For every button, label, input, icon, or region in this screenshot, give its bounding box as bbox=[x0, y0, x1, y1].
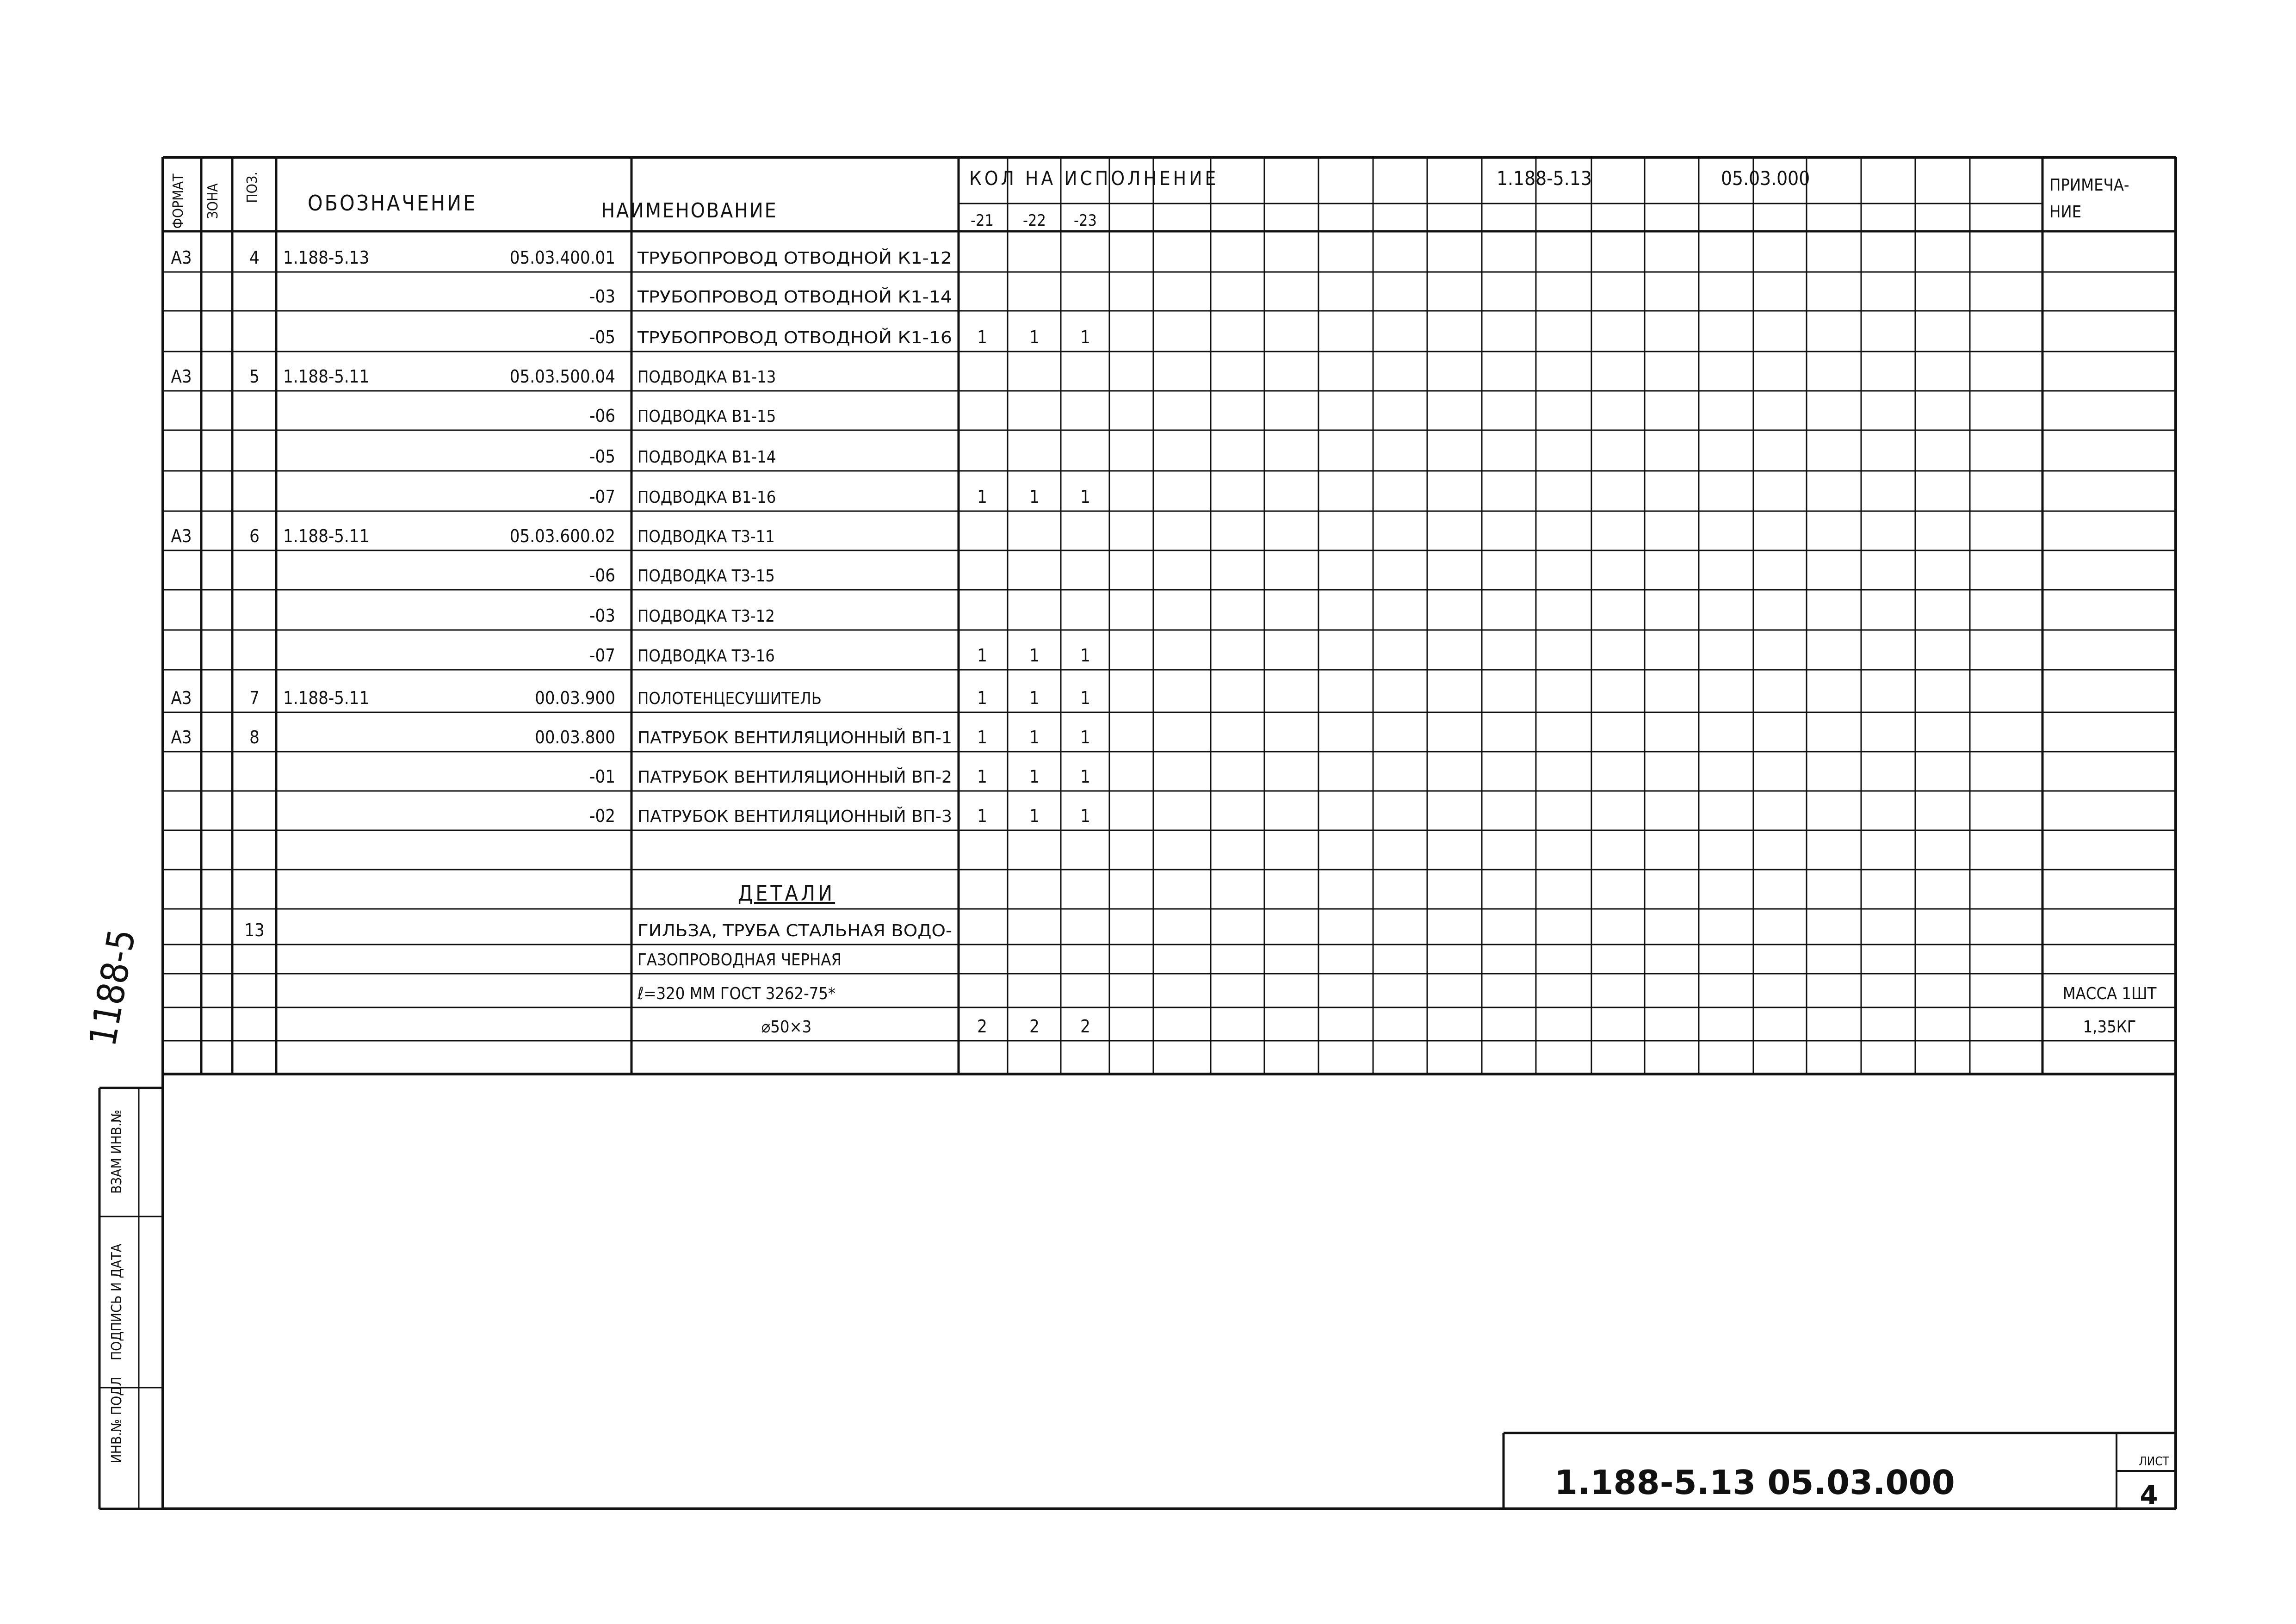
sheet-number: 4 bbox=[2140, 1481, 2158, 1511]
row-pos: 5 bbox=[249, 366, 260, 387]
row-qty-22: 1 bbox=[1029, 806, 1040, 826]
header-note-2: НИЕ bbox=[2049, 203, 2082, 222]
row-pos: 13 bbox=[244, 920, 265, 940]
row-designation-code: 00.03.900 bbox=[535, 688, 615, 708]
row-name: ГИЛЬЗА, ТРУБА СТАЛЬНАЯ ВОДО- bbox=[637, 921, 952, 940]
header-designation: ОБОЗНАЧЕНИЕ bbox=[308, 191, 477, 216]
row-qty-22: 2 bbox=[1029, 1016, 1040, 1037]
row-qty-23: 2 bbox=[1080, 1016, 1090, 1037]
row-format: А3 bbox=[171, 526, 192, 546]
row-designation-code: 05.03.500.04 bbox=[509, 366, 615, 387]
row-qty-21: 1 bbox=[977, 806, 987, 826]
row-qty-23: 1 bbox=[1080, 727, 1090, 747]
header-qty-caption: КОЛ НА ИСПОЛНЕНИЕ bbox=[969, 167, 1219, 190]
header-qty-code: 1.188-5.13 bbox=[1497, 167, 1592, 190]
row-qty-23: 1 bbox=[1080, 487, 1090, 507]
row-name: ПАТРУБОК ВЕНТИЛЯЦИОННЫЙ ВП-1 bbox=[637, 729, 920, 747]
row-name: ПОДВОДКА Т3-12 bbox=[637, 607, 775, 626]
row-qty-21: 2 bbox=[977, 1016, 987, 1037]
row-name: ℓ=320 ММ ГОСТ 3262-75* bbox=[637, 984, 836, 1003]
row-name: ПОЛОТЕНЦЕСУШИТЕЛЬ bbox=[637, 689, 822, 708]
row-designation-code: -07 bbox=[589, 487, 615, 507]
header-note: ПРИМЕЧА- bbox=[2049, 176, 2129, 195]
stamp-label-replaced-inv: ВЗАМ ИНВ.№ bbox=[109, 1110, 125, 1194]
row-qty-23: 1 bbox=[1080, 806, 1090, 826]
header-pos: ПОЗ. bbox=[244, 172, 260, 203]
row-designation-code: 05.03.600.02 bbox=[509, 526, 615, 546]
row-pos: 7 bbox=[249, 688, 260, 708]
header-zone: ЗОНА bbox=[205, 183, 221, 219]
row-designation-code: -06 bbox=[589, 406, 615, 426]
row-note: 1,35КГ bbox=[2083, 1018, 2136, 1037]
row-designation-code: 05.03.400.01 bbox=[509, 247, 615, 268]
row-qty-21: 1 bbox=[977, 688, 987, 708]
row-name: ПОДВОДКА Т3-11 bbox=[637, 527, 775, 546]
row-name: ПОДВОДКА В1-15 bbox=[637, 407, 776, 426]
row-designation-code: -07 bbox=[589, 645, 615, 666]
row-designation-series: 1.188-5.13 bbox=[283, 247, 370, 268]
row-qty-21: 1 bbox=[977, 727, 987, 747]
row-name: ТРУБОПРОВОД ОТВОДНОЙ К1-12 bbox=[637, 249, 896, 268]
row-qty-21: 1 bbox=[977, 487, 987, 507]
side-note: 1188-5 bbox=[80, 926, 144, 1050]
row-qty-21: 1 bbox=[977, 645, 987, 666]
row-name: ПОДВОДКА Т3-15 bbox=[637, 567, 775, 586]
row-name: ПОДВОДКА В1-13 bbox=[637, 368, 776, 387]
row-qty-23: 1 bbox=[1080, 688, 1090, 708]
row-qty-22: 1 bbox=[1029, 688, 1040, 708]
row-qty-22: 1 bbox=[1029, 487, 1040, 507]
row-qty-22: 1 bbox=[1029, 766, 1040, 787]
row-name: ГАЗОПРОВОДНАЯ ЧЕРНАЯ bbox=[637, 951, 842, 969]
table-body bbox=[171, 247, 2156, 1037]
row-qty-22: 1 bbox=[1029, 645, 1040, 666]
row-designation-code: -03 bbox=[589, 286, 615, 307]
row-pos: 8 bbox=[249, 727, 260, 747]
row-designation-code: -06 bbox=[589, 565, 615, 586]
row-designation-code: -05 bbox=[589, 327, 615, 347]
row-qty-23: 1 bbox=[1080, 766, 1090, 787]
row-designation-code: -05 bbox=[589, 446, 615, 467]
row-format: А3 bbox=[171, 247, 192, 268]
header-name: НАИМЕНОВАНИЕ bbox=[601, 199, 778, 222]
row-name: ПАТРУБОК ВЕНТИЛЯЦИОННЫЙ ВП-3 bbox=[637, 807, 920, 826]
row-designation-series: 1.188-5.11 bbox=[283, 366, 370, 387]
row-designation-code: -02 bbox=[589, 806, 615, 826]
row-note: МАССА 1ШТ bbox=[2062, 984, 2157, 1003]
row-name: ПОДВОДКА Т3-16 bbox=[637, 647, 775, 666]
title-block-designation: 1.188-5.13 05.03.000 bbox=[1554, 1463, 1955, 1502]
row-name: ⌀50×3 bbox=[761, 1018, 812, 1037]
grid-lines bbox=[99, 157, 2176, 1509]
row-qty-23: 1 bbox=[1080, 327, 1090, 347]
row-name: ПОДВОДКА В1-16 bbox=[637, 488, 776, 507]
stamp-label-inv-orig: ИНВ.№ ПОДЛ bbox=[109, 1377, 125, 1463]
row-name: ТРУБОПРОВОД ОТВОДНОЙ К1-14 bbox=[637, 288, 896, 307]
row-format: А3 bbox=[171, 688, 192, 708]
row-designation-series: 1.188-5.11 bbox=[283, 688, 370, 708]
row-format: А3 bbox=[171, 727, 192, 747]
stamp-label-signature: ПОДПИСЬ И ДАТА bbox=[109, 1243, 125, 1361]
row-qty-22: 1 bbox=[1029, 727, 1040, 747]
table-header bbox=[170, 167, 2129, 230]
row-name: ПОДВОДКА В1-14 bbox=[637, 448, 776, 467]
section-heading: ДЕТАЛИ bbox=[737, 881, 835, 906]
row-qty-23: 1 bbox=[1080, 645, 1090, 666]
row-pos: 6 bbox=[249, 526, 260, 546]
header-col-22: -22 bbox=[1023, 211, 1046, 230]
row-designation-series: 1.188-5.11 bbox=[283, 526, 370, 546]
row-designation-code: -01 bbox=[589, 766, 615, 787]
row-pos: 4 bbox=[249, 247, 260, 268]
row-qty-21: 1 bbox=[977, 766, 987, 787]
row-name: ПАТРУБОК ВЕНТИЛЯЦИОННЫЙ ВП-2 bbox=[637, 768, 920, 787]
header-qty-code2: 05.03.000 bbox=[1721, 167, 1810, 190]
row-name: ТРУБОПРОВОД ОТВОДНОЙ К1-16 bbox=[637, 328, 896, 347]
row-qty-21: 1 bbox=[977, 327, 987, 347]
header-col-21: -21 bbox=[971, 211, 994, 230]
header-format: ФОРМАТ bbox=[170, 173, 186, 229]
sheet-label: ЛИСТ bbox=[2139, 1455, 2169, 1469]
row-designation-code: -03 bbox=[589, 605, 615, 626]
row-designation-code: 00.03.800 bbox=[535, 727, 615, 747]
header-col-23: -23 bbox=[1074, 211, 1097, 230]
row-format: А3 bbox=[171, 366, 192, 387]
row-qty-22: 1 bbox=[1029, 327, 1040, 347]
